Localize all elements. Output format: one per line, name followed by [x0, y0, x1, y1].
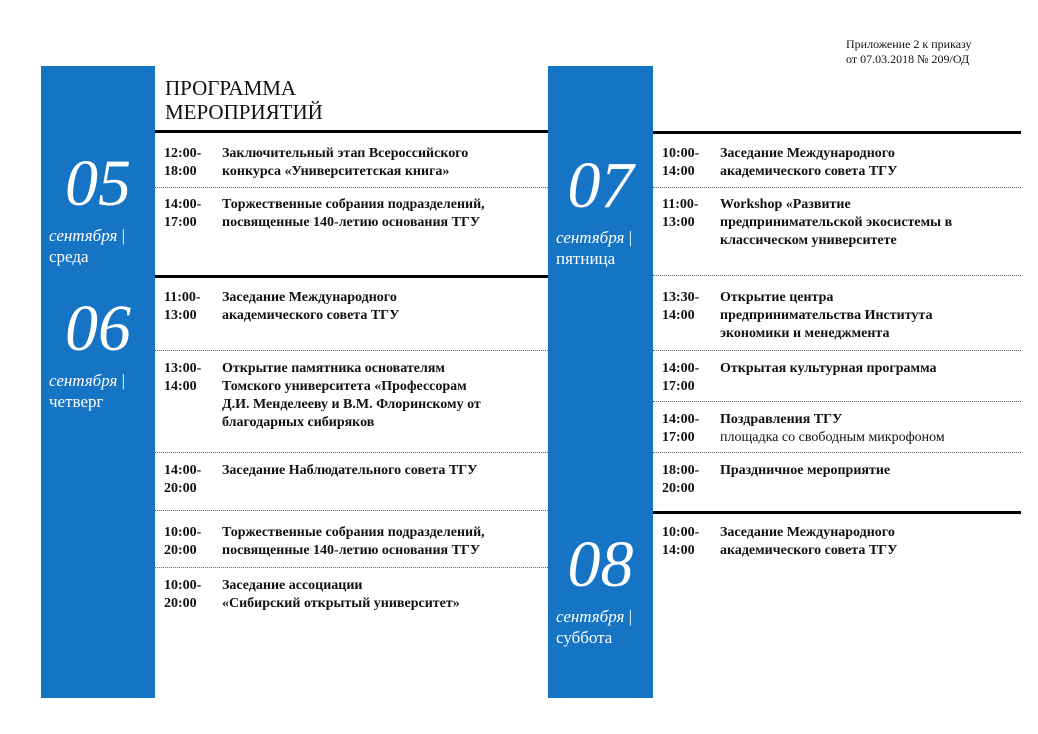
event-end: 18:00	[164, 164, 197, 179]
event-time	[662, 411, 714, 447]
event-time	[164, 524, 216, 560]
day-separator: |	[121, 226, 126, 245]
event-start: 18:00-	[662, 463, 700, 478]
event-end: 14:00	[662, 543, 695, 558]
event-start: 12:00-	[164, 146, 202, 161]
day-month: сентября	[556, 607, 625, 626]
event-start: 10:00-	[164, 525, 202, 540]
event-start: 10:00-	[164, 578, 202, 593]
page-title	[165, 76, 323, 124]
event-end: 20:00	[164, 596, 197, 611]
day-column-right	[548, 66, 653, 698]
event-start: 14:00-	[662, 412, 700, 427]
event-description	[222, 145, 542, 181]
event-separator	[155, 567, 548, 568]
event-description	[720, 196, 1038, 250]
event-end: 17:00	[662, 430, 695, 445]
event-separator	[155, 452, 548, 453]
event-start: 14:00-	[662, 361, 700, 376]
event-line: Заседание Наблюдательного совета ТГУ	[222, 463, 478, 478]
event-separator	[653, 275, 1021, 276]
event-line: «Сибирский открытый университет»	[222, 596, 460, 611]
day-block-08	[548, 528, 653, 648]
day-label	[41, 225, 155, 267]
event-time	[164, 577, 216, 613]
day-label	[548, 227, 653, 269]
event-line: Поздравления ТГУ	[720, 412, 843, 427]
event-time	[164, 145, 216, 181]
day-divider	[155, 130, 548, 133]
day-number: 06	[65, 292, 131, 365]
day-number: 08	[567, 528, 634, 601]
event-end: 14:00	[164, 379, 197, 394]
event-line: предпринимательства Института	[720, 308, 933, 323]
event-line: Д.И. Менделееву и В.М. Флоринскому от	[222, 397, 481, 412]
event-description	[222, 289, 542, 325]
event-description	[720, 289, 1038, 343]
event-start: 13:30-	[662, 290, 700, 305]
event-time	[164, 289, 216, 325]
event-separator	[155, 510, 548, 511]
day-divider	[653, 511, 1021, 514]
event-description	[720, 462, 1038, 480]
event-line: Заседание Международного	[720, 525, 895, 540]
event-line: Праздничное мероприятие	[720, 463, 891, 478]
event-description	[222, 462, 542, 480]
event-line: Заседание Международного	[222, 290, 397, 305]
event-start: 10:00-	[662, 146, 700, 161]
day-divider	[653, 131, 1021, 134]
event-description	[222, 360, 542, 432]
event-line: Томского университета «Профессорам	[222, 379, 467, 394]
event-description	[720, 360, 1038, 378]
appendix-note	[846, 37, 972, 67]
day-separator: |	[628, 228, 633, 247]
event-line: Заседание ассоциации	[222, 578, 363, 593]
event-line: Заседание Международного	[720, 146, 895, 161]
event-line: Открытие центра	[720, 290, 834, 305]
event-end: 20:00	[164, 543, 197, 558]
day-month: сентября	[49, 226, 118, 245]
event-line: классическом университете	[720, 233, 897, 248]
page-title-line: ПРОГРАММА	[165, 76, 297, 100]
day-separator: |	[628, 607, 633, 626]
event-line: благодарных сибиряков	[222, 415, 375, 430]
event-line: конкурса «Университетская книга»	[222, 164, 450, 179]
appendix-line: Приложение 2 к приказу	[846, 37, 972, 51]
day-month: сентября	[49, 371, 118, 390]
event-end: 20:00	[164, 481, 197, 496]
event-time	[662, 145, 714, 181]
event-line: Открытие памятника основателям	[222, 361, 445, 376]
page-title-line: МЕРОПРИЯТИЙ	[165, 100, 323, 124]
day-label	[41, 370, 155, 412]
event-line: Торжественные собрания подразделений,	[222, 525, 485, 540]
day-label	[548, 606, 653, 648]
event-description	[222, 577, 542, 613]
day-weekday: суббота	[556, 628, 613, 647]
event-start: 11:00-	[164, 290, 201, 305]
event-start: 14:00-	[164, 197, 202, 212]
event-line: академического совета ТГУ	[720, 164, 898, 179]
event-separator	[155, 187, 548, 188]
event-time	[164, 360, 216, 396]
event-time	[164, 462, 216, 498]
day-number: 05	[65, 147, 131, 220]
event-separator	[653, 401, 1021, 402]
event-separator	[653, 452, 1021, 453]
event-line: Торжественные собрания подразделений,	[222, 197, 485, 212]
event-subtitle: площадка со свободным микрофоном	[720, 430, 945, 445]
event-time	[662, 196, 714, 232]
day-weekday: пятница	[556, 249, 616, 268]
event-line: академического совета ТГУ	[222, 308, 400, 323]
event-separator	[653, 187, 1021, 188]
event-end: 13:00	[164, 308, 197, 323]
event-end: 17:00	[164, 215, 197, 230]
event-time	[164, 196, 216, 232]
event-end: 14:00	[662, 308, 695, 323]
event-line: экономики и менеджмента	[720, 326, 890, 341]
day-weekday: среда	[49, 247, 89, 266]
event-end: 13:00	[662, 215, 695, 230]
event-end: 14:00	[662, 164, 695, 179]
day-divider	[155, 275, 548, 278]
event-description	[720, 524, 1038, 560]
day-weekday: четверг	[49, 392, 104, 411]
event-start: 11:00-	[662, 197, 699, 212]
event-end: 20:00	[662, 481, 695, 496]
day-month: сентября	[556, 228, 625, 247]
event-time	[662, 462, 714, 498]
event-end: 17:00	[662, 379, 695, 394]
day-block-05	[41, 147, 155, 267]
event-line: посвященные 140-летию основания ТГУ	[222, 543, 481, 558]
event-separator	[653, 350, 1021, 351]
event-start: 10:00-	[662, 525, 700, 540]
event-line: предпринимательской экосистемы в	[720, 215, 953, 230]
event-line: Открытая культурная программа	[720, 361, 937, 376]
event-start: 14:00-	[164, 463, 202, 478]
event-time	[662, 289, 714, 325]
event-time	[662, 524, 714, 560]
event-line: посвященные 140-летию основания ТГУ	[222, 215, 481, 230]
day-separator: |	[121, 371, 126, 390]
event-description	[222, 196, 542, 232]
event-start: 13:00-	[164, 361, 202, 376]
event-line: Заключительный этап Всероссийского	[222, 146, 469, 161]
event-line: академического совета ТГУ	[720, 543, 898, 558]
day-block-06	[41, 292, 155, 412]
day-number: 07	[567, 149, 634, 222]
event-description	[222, 524, 542, 560]
event-description	[720, 145, 1038, 181]
event-time	[662, 360, 714, 396]
event-description	[720, 411, 1038, 447]
appendix-line: от 07.03.2018 № 209/ОД	[846, 52, 970, 66]
day-column-left	[41, 66, 155, 698]
event-line: Workshop «Развитие	[720, 197, 851, 212]
day-block-07	[548, 149, 653, 269]
event-separator	[155, 350, 548, 351]
